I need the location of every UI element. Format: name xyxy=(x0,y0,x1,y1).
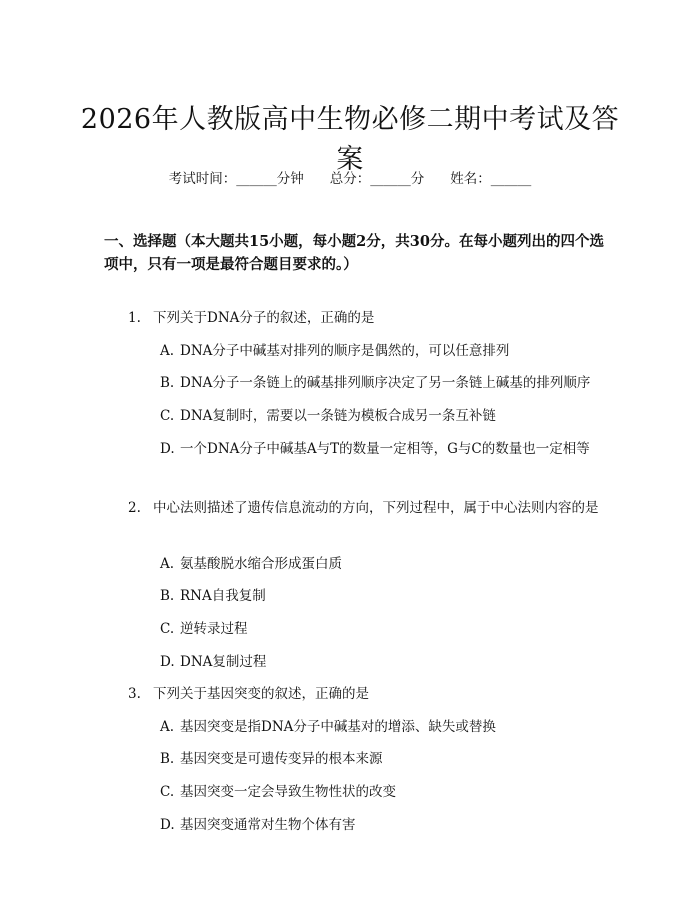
option-text: DNA分子一条链上的碱基排列顺序决定了另一条链上碱基的排列顺序 xyxy=(180,375,591,391)
option-letter: A. xyxy=(160,343,175,359)
option-letter: B. xyxy=(160,751,175,767)
question-1-option-d xyxy=(104,438,596,461)
question-1-stem xyxy=(104,307,600,330)
option-text: 基因突变是可遗传变异的根本来源 xyxy=(180,751,383,767)
question-number: 3. xyxy=(128,686,141,702)
option-text: DNA复制过程 xyxy=(180,654,267,670)
option-text: 基因突变一定会导致生物性状的改变 xyxy=(180,784,396,800)
question-3-option-b xyxy=(160,748,600,771)
option-letter: D. xyxy=(160,441,175,457)
section-heading: 一、选择题（本大题共15小题，每小题2分，共30分。在每小题列出的四个选项中，只有一项是最符合题目要求的。） xyxy=(104,233,604,273)
question-2-option-d xyxy=(160,651,600,674)
question-2-stem xyxy=(104,497,600,520)
question-number: 1. xyxy=(128,310,141,326)
question-3-stem xyxy=(104,683,600,706)
question-1-option-a xyxy=(160,340,600,363)
question-2-option-c xyxy=(160,618,600,641)
total-score-label: 总分：______分 xyxy=(329,171,425,187)
option-letter: C. xyxy=(160,784,175,800)
question-3-option-d xyxy=(160,814,600,837)
option-text: 氨基酸脱水缩合形成蛋白质 xyxy=(180,556,342,572)
exam-info-line xyxy=(0,170,700,188)
question-text: 下列关于基因突变的叙述，正确的是 xyxy=(153,686,369,702)
option-letter: D. xyxy=(160,817,175,833)
question-2-option-a xyxy=(160,553,600,576)
option-text: 一个DNA分子中碱基A与T的数量一定相等，G与C的数量也一定相等 xyxy=(180,441,590,457)
question-text: 下列关于DNA分子的叙述，正确的是 xyxy=(153,310,375,326)
option-letter: C. xyxy=(160,621,175,637)
option-letter: D. xyxy=(160,654,175,670)
option-text: DNA复制时，需要以一条链为模板合成另一条互补链 xyxy=(180,408,496,424)
option-text: 逆转录过程 xyxy=(180,621,248,637)
question-2-option-b xyxy=(160,585,600,608)
student-name-label: 姓名：______ xyxy=(450,171,532,187)
option-letter: A. xyxy=(160,556,175,572)
question-1-option-c xyxy=(160,405,600,428)
option-letter: B. xyxy=(160,375,175,391)
option-letter: C. xyxy=(160,408,175,424)
question-1-option-b xyxy=(160,372,600,395)
option-letter: B. xyxy=(160,588,175,604)
page-title: 2026年人教版高中生物必修二期中考试及答案 xyxy=(80,104,620,176)
option-text: 基因突变通常对生物个体有害 xyxy=(180,817,356,833)
option-text: 基因突变是指DNA分子中碱基对的增添、缺失或替换 xyxy=(180,719,496,735)
option-text: RNA自我复制 xyxy=(180,588,266,604)
question-3-option-c xyxy=(160,781,600,804)
option-letter: A. xyxy=(160,719,175,735)
question-3-option-a xyxy=(160,716,600,739)
option-text: DNA分子中碱基对排列的顺序是偶然的，可以任意排列 xyxy=(180,343,510,359)
exam-time-label: 考试时间：______分钟 xyxy=(168,171,304,187)
question-number: 2. xyxy=(128,500,141,516)
question-text: 中心法则描述了遗传信息流动的方向，下列过程中，属于中心法则内容的是 xyxy=(153,500,599,516)
